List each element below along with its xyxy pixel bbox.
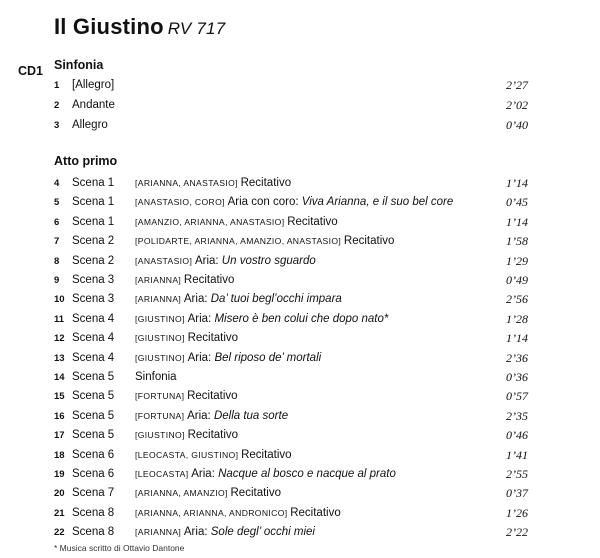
- track-title: Recitativo: [187, 332, 239, 345]
- track-aria-text: Nacque al bosco e nacque al prato: [218, 468, 396, 480]
- track-scene: Scena 6: [72, 448, 115, 461]
- track-title: Aria:: [187, 409, 211, 422]
- track-roles-text: ARIANNA, ANASTASIO: [137, 178, 236, 188]
- track-row: [0, 484, 600, 503]
- track-label: [135, 252, 316, 271]
- section-heading: Sinfonia: [54, 58, 104, 72]
- track-label: [135, 193, 453, 212]
- track-scene: Scena 1: [72, 196, 115, 209]
- track-roles-text: ARIANNA: [137, 527, 179, 538]
- track-roles-text: POLIDARTE, ARIANNA, AMANZIO, ANASTASIO: [137, 236, 339, 247]
- track-scene: Scena 4: [72, 332, 115, 345]
- track-row: [0, 523, 600, 542]
- track-duration: 1’14: [506, 214, 528, 229]
- track-number: 16: [54, 410, 65, 422]
- disc-label: CD1: [18, 64, 44, 78]
- track-scene: Scena 6: [72, 468, 115, 480]
- track-scene: Scena 7: [72, 487, 115, 500]
- track-number: 22: [54, 527, 65, 539]
- track-row: [0, 290, 600, 309]
- track-roles-text: ARIANNA: [137, 294, 179, 305]
- track-title: Recitativo: [290, 506, 341, 519]
- track-label: [72, 76, 114, 95]
- track-roles-text: ANASTASIO: [137, 255, 190, 266]
- track-duration: 0’57: [506, 389, 528, 404]
- track-roles: [ARIANNA, ARIANNA, ANDRONICO]: [135, 507, 291, 518]
- track-number: 14: [54, 372, 65, 383]
- track-duration: 2’27: [506, 78, 528, 92]
- track-scene: Scena 8: [72, 506, 115, 519]
- track-roles-text: ANASTASIO, CORO: [137, 197, 223, 208]
- track-scene: Scena 2: [72, 235, 115, 248]
- track-row: [0, 76, 600, 95]
- track-roles: [GIUSTINO]: [135, 333, 188, 344]
- track-number: 11: [54, 313, 65, 325]
- track-duration: 1’28: [506, 311, 528, 326]
- track-duration: 1’58: [506, 234, 528, 249]
- track-row: [0, 310, 600, 329]
- track-title: Recitativo: [183, 274, 235, 286]
- track-label: [135, 329, 238, 348]
- track-roles: [GIUSTINO]: [135, 352, 188, 363]
- track-duration: 0’36: [506, 370, 528, 384]
- track-roles: [GIUSTINO]: [135, 313, 188, 324]
- track-roles: [ARIANNA]: [135, 527, 184, 538]
- footnote: * Musica scritto di Ottavio Dantone: [54, 543, 185, 553]
- catalog-number: RV 717: [167, 19, 226, 38]
- track-duration: 1’41: [506, 447, 528, 462]
- track-title: Recitativo: [241, 448, 292, 461]
- track-row: [0, 174, 600, 193]
- track-roles: [POLIDARTE, ARIANNA, AMANZIO, ANASTASIO]: [135, 236, 344, 247]
- track-roles: [GIUSTINO]: [135, 430, 188, 441]
- track-roles: [FORTUNA]: [135, 391, 188, 402]
- track-label: [135, 232, 394, 251]
- track-number: 10: [54, 294, 65, 306]
- track-duration: 2’36: [506, 350, 528, 365]
- track-scene: Scena 5: [72, 409, 115, 422]
- track-roles: [LEOCASTA]: [135, 469, 192, 479]
- track-row: [0, 407, 600, 426]
- track-number: 9: [54, 275, 60, 286]
- track-aria-text: Sole degl’ occhi miei: [210, 526, 315, 539]
- track-roles: [ARIANNA, ANASTASIO]: [135, 178, 241, 188]
- track-label: [135, 271, 234, 290]
- track-title: Aria:: [191, 468, 215, 480]
- track-scene: Scena 2: [72, 254, 115, 267]
- track-row: [0, 426, 600, 445]
- track-number: 5: [54, 197, 60, 209]
- track-row: [0, 232, 600, 251]
- track-label: [72, 96, 115, 115]
- track-row: [0, 271, 600, 290]
- track-row: [0, 446, 600, 465]
- track-title: Aria con coro:: [227, 196, 299, 209]
- track-roles-text: GIUSTINO: [137, 313, 183, 324]
- track-row: [0, 96, 600, 115]
- track-aria-text: Bel riposo de’ mortali: [214, 351, 322, 364]
- track-duration: 0’37: [506, 486, 528, 501]
- track-aria-text: Della tua sorte: [213, 409, 289, 422]
- track-duration: 2’56: [506, 292, 528, 307]
- track-label: [135, 504, 341, 523]
- track-duration: 1’29: [506, 253, 528, 268]
- track-label: [135, 349, 321, 368]
- track-number: 3: [54, 120, 60, 131]
- track-title: Aria:: [183, 293, 208, 306]
- track-roles-text: AMANZIO, ARIANNA, ANASTASIO: [137, 216, 282, 227]
- track-scene: Scena 4: [72, 351, 115, 364]
- opera-title: Il Giustino: [54, 14, 164, 39]
- track-number: 19: [54, 469, 65, 480]
- track-roles-text: LEOCASTA: [137, 469, 186, 479]
- track-title: Aria:: [194, 254, 219, 267]
- track-scene: Scena 1: [72, 215, 115, 228]
- track-roles: [ARIANNA]: [135, 294, 184, 305]
- track-roles: [FORTUNA]: [135, 410, 188, 421]
- track-duration: 2’22: [506, 525, 528, 540]
- track-label: [135, 387, 238, 406]
- track-number: 7: [54, 236, 60, 248]
- track-scene: Scena 5: [72, 371, 115, 383]
- track-number: 13: [54, 352, 65, 364]
- track-number: 18: [54, 449, 65, 461]
- track-duration: 0’45: [506, 195, 528, 210]
- track-scene: Scena 8: [72, 526, 115, 539]
- track-title: Recitativo: [343, 235, 395, 248]
- track-label: [135, 368, 177, 387]
- track-scene: Scena 3: [72, 274, 115, 286]
- track-number: 6: [54, 216, 60, 228]
- track-row: [0, 368, 600, 387]
- track-row: [0, 387, 600, 406]
- track-row: [0, 465, 600, 484]
- section-heading: Atto primo: [54, 154, 118, 168]
- track-scene: Scena 3: [72, 293, 115, 306]
- track-duration: 1’26: [506, 505, 528, 520]
- track-title: Recitativo: [187, 429, 239, 442]
- track-duration: 0’46: [506, 428, 528, 443]
- track-row: [0, 213, 600, 232]
- track-aria-text: Misero è ben colui che dopo nato*: [214, 312, 389, 325]
- track-title: Aria:: [183, 526, 208, 539]
- track-duration: 2’35: [506, 408, 528, 423]
- track-title: Andante: [72, 99, 115, 111]
- track-number: 21: [54, 507, 65, 519]
- track-roles-text: GIUSTINO: [137, 430, 183, 441]
- track-aria-text: Da’ tuoi begl’occhi impara: [210, 293, 342, 306]
- track-roles: [ARIANNA, AMANZIO]: [135, 488, 231, 499]
- track-title: [Allegro]: [72, 79, 115, 91]
- track-roles-text: LEOCASTA, GIUSTINO: [137, 449, 236, 460]
- track-aria-text: Viva Arianna, e il suo bel core: [301, 196, 454, 209]
- track-label: [135, 407, 288, 426]
- track-title: Allegro: [72, 119, 108, 131]
- track-row: [0, 329, 600, 348]
- track-duration: 0’49: [506, 273, 528, 287]
- track-number: 15: [54, 391, 65, 403]
- track-aria-text: Un vostro sguardo: [221, 254, 316, 267]
- track-number: 20: [54, 488, 65, 500]
- track-row: [0, 252, 600, 271]
- track-roles-text: ARIANNA, AMANZIO: [137, 488, 226, 499]
- track-roles: [ANASTASIO]: [135, 255, 195, 266]
- track-title: Recitativo: [287, 215, 338, 228]
- track-roles-text: FORTUNA: [137, 410, 182, 421]
- track-roles-text: FORTUNA: [137, 391, 182, 402]
- track-roles: [LEOCASTA, GIUSTINO]: [135, 449, 242, 460]
- track-title: Recitativo: [187, 390, 238, 403]
- track-number: 1: [54, 80, 60, 91]
- track-duration: 2’55: [506, 467, 528, 481]
- track-title: Sinfonia: [135, 371, 177, 383]
- track-roles-text: GIUSTINO: [137, 352, 183, 363]
- track-scene: Scena 1: [72, 177, 115, 189]
- track-row: [0, 504, 600, 523]
- track-label: [135, 484, 281, 503]
- track-number: 17: [54, 430, 65, 442]
- track-number: 4: [54, 178, 60, 189]
- track-duration: 1’14: [506, 331, 528, 346]
- track-number: 2: [54, 100, 60, 111]
- track-scene: Scena 5: [72, 429, 115, 442]
- track-duration: 2’02: [506, 98, 528, 112]
- track-scene: Scena 5: [72, 390, 115, 403]
- page-title: [54, 14, 225, 40]
- track-roles: [ARIANNA]: [135, 275, 184, 285]
- track-row: [0, 349, 600, 368]
- track-label: [135, 310, 388, 329]
- track-label: [135, 523, 315, 542]
- track-title: Aria:: [187, 351, 212, 364]
- track-row: [0, 116, 600, 135]
- track-title: Recitativo: [230, 487, 281, 500]
- track-label: [135, 174, 291, 193]
- track-roles: [AMANZIO, ARIANNA, ANASTASIO]: [135, 216, 288, 227]
- track-number: 8: [54, 255, 60, 267]
- track-label: [135, 446, 292, 465]
- track-duration: 0’40: [506, 118, 528, 132]
- track-duration: 1’14: [506, 176, 528, 190]
- track-label: [135, 465, 396, 484]
- track-title: Recitativo: [240, 177, 292, 189]
- track-label: [72, 116, 108, 135]
- track-number: 12: [54, 333, 65, 345]
- track-roles-text: GIUSTINO: [137, 333, 183, 344]
- track-scene: Scena 4: [72, 312, 115, 325]
- track-row: [0, 193, 600, 212]
- track-label: [135, 213, 338, 232]
- track-label: [135, 426, 238, 445]
- track-roles: [ANASTASIO, CORO]: [135, 197, 228, 208]
- track-title: Aria:: [187, 312, 212, 325]
- track-roles-text: ARIANNA, ARIANNA, ANDRONICO: [137, 507, 285, 518]
- track-roles-text: ARIANNA: [137, 275, 179, 285]
- track-label: [135, 290, 342, 309]
